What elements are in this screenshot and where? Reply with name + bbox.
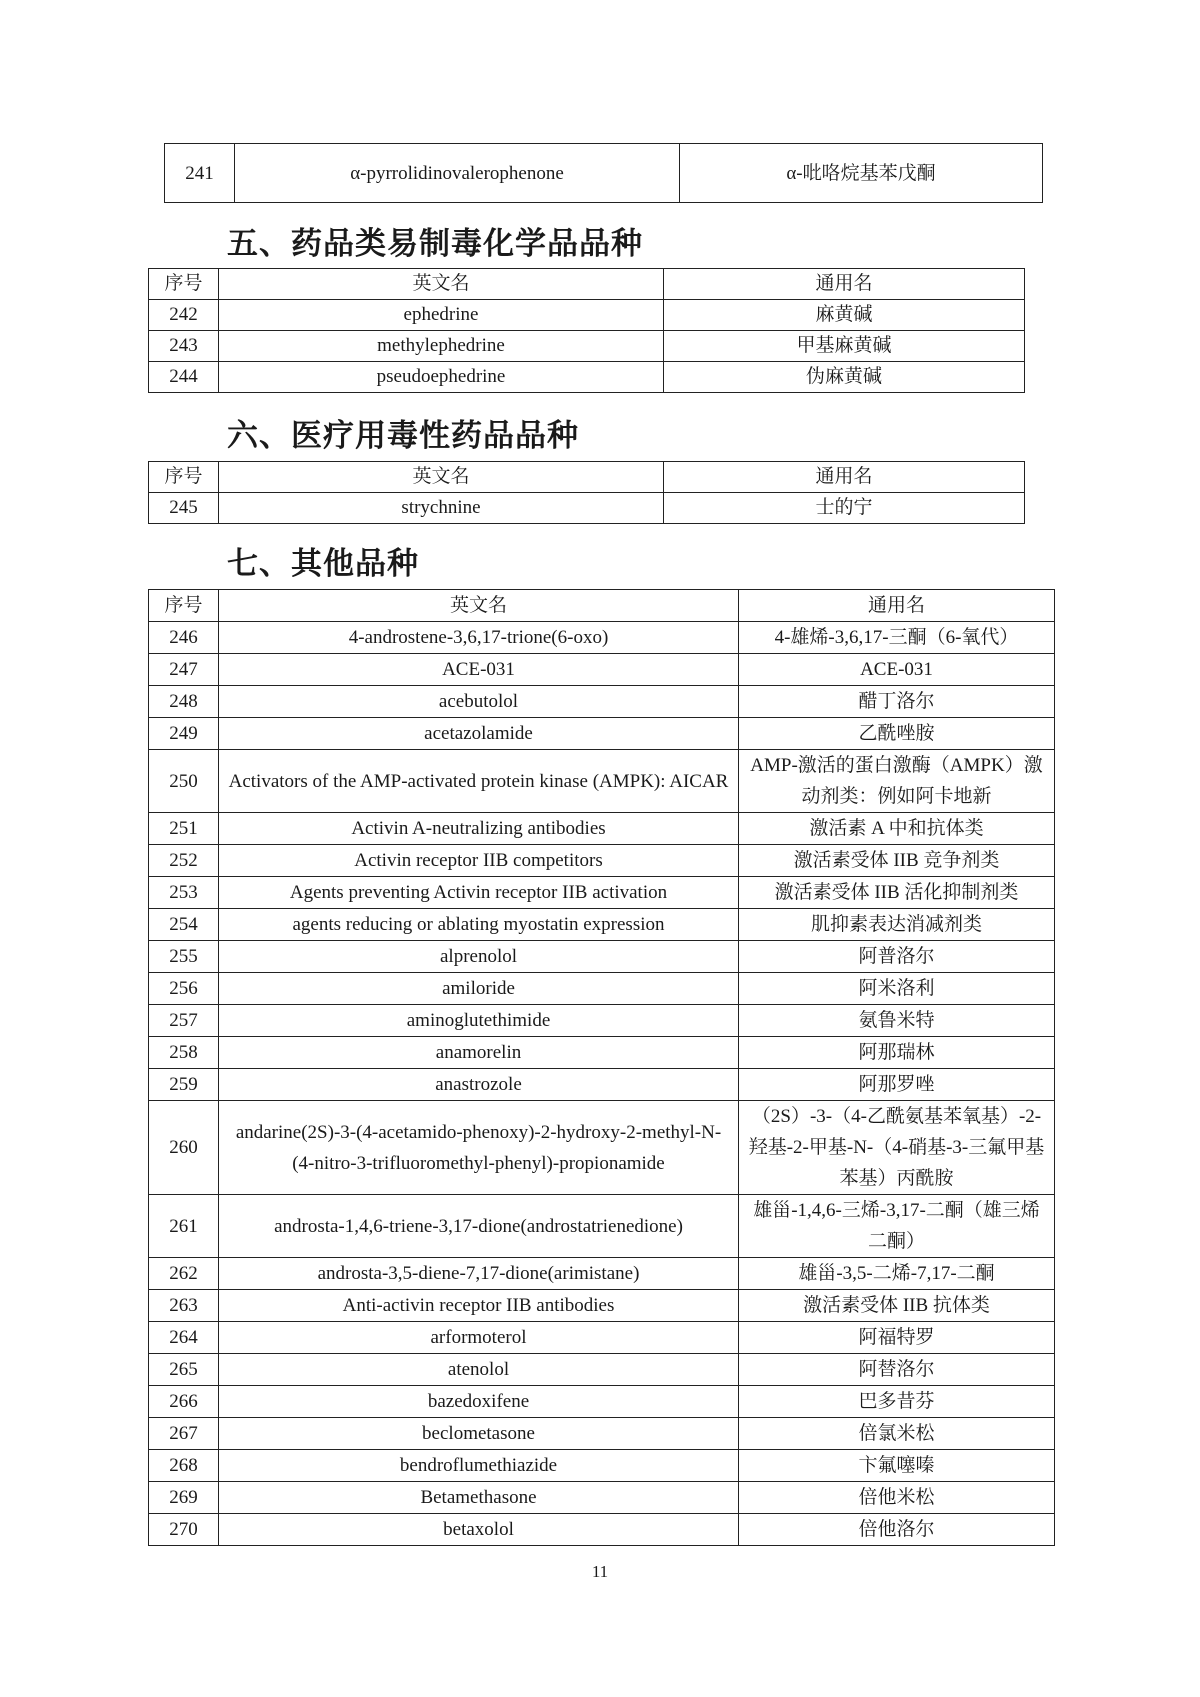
header-english-name: 英文名 xyxy=(219,462,664,493)
chinese-name: 醋丁洛尔 xyxy=(739,686,1055,718)
table-row xyxy=(149,1354,1055,1386)
header-number: 序号 xyxy=(149,462,219,493)
chinese-name: 4-雄烯-3,6,17-三酮（6-氧代） xyxy=(739,622,1055,654)
header-number: 序号 xyxy=(149,590,219,622)
table-row xyxy=(149,1290,1055,1322)
chinese-name: 肌抑素表达消减剂类 xyxy=(739,909,1055,941)
chinese-name: 乙酰唑胺 xyxy=(739,718,1055,750)
row-number: 256 xyxy=(149,973,219,1005)
chinese-name: 激活素受体 IIB 竞争剂类 xyxy=(739,845,1055,877)
table-row xyxy=(149,813,1055,845)
english-name: 4-androstene-3,6,17-trione(6-oxo) xyxy=(219,622,739,654)
row-number: 265 xyxy=(149,1354,219,1386)
table-body xyxy=(149,590,1055,1546)
english-name: andarine(2S)-3-(4-acetamido-phenoxy)-2-hydroxy-2-methyl-N-(4-nitro-3-trifluoromethyl-phenyl)-propionamide xyxy=(219,1101,739,1195)
english-name: Anti-activin receptor IIB antibodies xyxy=(219,1290,739,1322)
english-name: Betamethasone xyxy=(219,1482,739,1514)
table-row xyxy=(149,362,1025,393)
row-number: 258 xyxy=(149,1037,219,1069)
chinese-name: 倍他洛尔 xyxy=(739,1514,1055,1546)
table-row xyxy=(149,1322,1055,1354)
english-name: amiloride xyxy=(219,973,739,1005)
row-number: 262 xyxy=(149,1258,219,1290)
table-row xyxy=(149,1037,1055,1069)
chinese-name: （2S）-3-（4-乙酰氨基苯氧基）-2-羟基-2-甲基-N-（4-硝基-3-三氟甲基苯基）丙酰胺 xyxy=(739,1101,1055,1195)
chinese-name: AMP-激活的蛋白激酶（AMPK）激动剂类：例如阿卡地新 xyxy=(739,750,1055,813)
chinese-name: 激活素受体 IIB 活化抑制剂类 xyxy=(739,877,1055,909)
chinese-name: ACE-031 xyxy=(739,654,1055,686)
row-number: 255 xyxy=(149,941,219,973)
toxic-drugs-table xyxy=(148,461,1025,524)
table-row xyxy=(149,1514,1055,1546)
table-row xyxy=(149,622,1055,654)
chinese-name: 阿那罗唑 xyxy=(739,1069,1055,1101)
english-name: pseudoephedrine xyxy=(219,362,664,393)
page-number: 11 xyxy=(591,1562,609,1581)
row-number: 266 xyxy=(149,1386,219,1418)
english-name: ephedrine xyxy=(219,300,664,331)
table-row xyxy=(149,877,1055,909)
row-number: 257 xyxy=(149,1005,219,1037)
english-name: beclometasone xyxy=(219,1418,739,1450)
chinese-name: 倍他米松 xyxy=(739,1482,1055,1514)
table-row xyxy=(149,1195,1055,1258)
english-name: arformoterol xyxy=(219,1322,739,1354)
chinese-name: 雄甾-1,4,6-三烯-3,17-二酮（雄三烯二酮） xyxy=(739,1195,1055,1258)
table-header-row xyxy=(149,269,1025,300)
chinese-name: 卞氟噻嗪 xyxy=(739,1450,1055,1482)
english-name: anamorelin xyxy=(219,1037,739,1069)
english-name: Activin receptor IIB competitors xyxy=(219,845,739,877)
row-number: 259 xyxy=(149,1069,219,1101)
chinese-name: 士的宁 xyxy=(664,493,1025,524)
english-name: acebutolol xyxy=(219,686,739,718)
english-name: androsta-1,4,6-triene-3,17-dione(androstatrienedione) xyxy=(219,1195,739,1258)
table-row xyxy=(149,1418,1055,1450)
chinese-name: 阿普洛尔 xyxy=(739,941,1055,973)
row-number: 248 xyxy=(149,686,219,718)
row-number: 268 xyxy=(149,1450,219,1482)
section-title-5: 五、药品类易制毒化学品品种 xyxy=(227,226,643,262)
row-number: 243 xyxy=(149,331,219,362)
english-name: aminoglutethimide xyxy=(219,1005,739,1037)
section-title-6: 六、医疗用毒性药品品种 xyxy=(227,418,579,454)
table-row xyxy=(149,973,1055,1005)
header-chinese-name: 通用名 xyxy=(664,269,1025,300)
english-name: Activin A-neutralizing antibodies xyxy=(219,813,739,845)
chinese-name: 伪麻黄碱 xyxy=(664,362,1025,393)
row-number: 247 xyxy=(149,654,219,686)
table-row xyxy=(149,718,1055,750)
table-row xyxy=(149,686,1055,718)
table-row xyxy=(149,331,1025,362)
table-header-row xyxy=(149,590,1055,622)
row-number: 242 xyxy=(149,300,219,331)
table-row xyxy=(149,654,1055,686)
row-number: 263 xyxy=(149,1290,219,1322)
row-number: 264 xyxy=(149,1322,219,1354)
english-name: atenolol xyxy=(219,1354,739,1386)
table-row xyxy=(149,300,1025,331)
row-number: 261 xyxy=(149,1195,219,1258)
chinese-name: 激活素 A 中和抗体类 xyxy=(739,813,1055,845)
english-name: alprenolol xyxy=(219,941,739,973)
english-name: betaxolol xyxy=(219,1514,739,1546)
table-row xyxy=(149,493,1025,524)
english-name: anastrozole xyxy=(219,1069,739,1101)
table-row xyxy=(149,1101,1055,1195)
header-number: 序号 xyxy=(149,269,219,300)
table-header-row xyxy=(149,462,1025,493)
table-row xyxy=(149,1450,1055,1482)
table-body xyxy=(149,269,1025,393)
table-row xyxy=(149,1482,1055,1514)
english-name: androsta-3,5-diene-7,17-dione(arimistane) xyxy=(219,1258,739,1290)
header-english-name: 英文名 xyxy=(219,590,739,622)
table-row xyxy=(149,1386,1055,1418)
precursor-drugs-table xyxy=(148,268,1025,393)
chinese-name: 激活素受体 IIB 抗体类 xyxy=(739,1290,1055,1322)
header-chinese-name: 通用名 xyxy=(664,462,1025,493)
row-number: 244 xyxy=(149,362,219,393)
english-name: ACE-031 xyxy=(219,654,739,686)
english-name: strychnine xyxy=(219,493,664,524)
english-name: Activators of the AMP-activated protein kinase (AMPK): AICAR xyxy=(219,750,739,813)
table-row xyxy=(149,941,1055,973)
section-title-7: 七、其他品种 xyxy=(227,546,419,582)
english-name: bendroflumethiazide xyxy=(219,1450,739,1482)
table-row xyxy=(149,1005,1055,1037)
row-number: 241 xyxy=(165,144,235,203)
row-number: 251 xyxy=(149,813,219,845)
row-number: 260 xyxy=(149,1101,219,1195)
english-name: α-pyrrolidinovalerophenone xyxy=(235,144,680,203)
header-english-name: 英文名 xyxy=(219,269,664,300)
table-row xyxy=(149,845,1055,877)
row-number: 254 xyxy=(149,909,219,941)
table-body xyxy=(149,462,1025,524)
table-row xyxy=(149,750,1055,813)
chinese-name: 巴多昔芬 xyxy=(739,1386,1055,1418)
chinese-name: 倍氯米松 xyxy=(739,1418,1055,1450)
header-chinese-name: 通用名 xyxy=(739,590,1055,622)
english-name: agents reducing or ablating myostatin expression xyxy=(219,909,739,941)
row-number: 269 xyxy=(149,1482,219,1514)
row-number: 245 xyxy=(149,493,219,524)
chinese-name: 雄甾-3,5-二烯-7,17-二酮 xyxy=(739,1258,1055,1290)
english-name: methylephedrine xyxy=(219,331,664,362)
english-name: Agents preventing Activin receptor IIB activation xyxy=(219,877,739,909)
chinese-name: 阿替洛尔 xyxy=(739,1354,1055,1386)
row-number: 253 xyxy=(149,877,219,909)
chinese-name: 阿那瑞林 xyxy=(739,1037,1055,1069)
table-row xyxy=(165,144,1043,203)
table-row xyxy=(149,909,1055,941)
table-row xyxy=(149,1069,1055,1101)
chinese-name: 甲基麻黄碱 xyxy=(664,331,1025,362)
row-number: 249 xyxy=(149,718,219,750)
row-number: 270 xyxy=(149,1514,219,1546)
table-row xyxy=(149,1258,1055,1290)
chinese-name: 阿米洛利 xyxy=(739,973,1055,1005)
top-continuation-table xyxy=(164,143,1043,203)
english-name: acetazolamide xyxy=(219,718,739,750)
chinese-name: 氨鲁米特 xyxy=(739,1005,1055,1037)
chinese-name: 麻黄碱 xyxy=(664,300,1025,331)
chinese-name: 阿福特罗 xyxy=(739,1322,1055,1354)
row-number: 267 xyxy=(149,1418,219,1450)
english-name: bazedoxifene xyxy=(219,1386,739,1418)
row-number: 252 xyxy=(149,845,219,877)
other-substances-table xyxy=(148,589,1055,1546)
chinese-name: α-吡咯烷基苯戊酮 xyxy=(680,144,1043,203)
row-number: 250 xyxy=(149,750,219,813)
row-number: 246 xyxy=(149,622,219,654)
